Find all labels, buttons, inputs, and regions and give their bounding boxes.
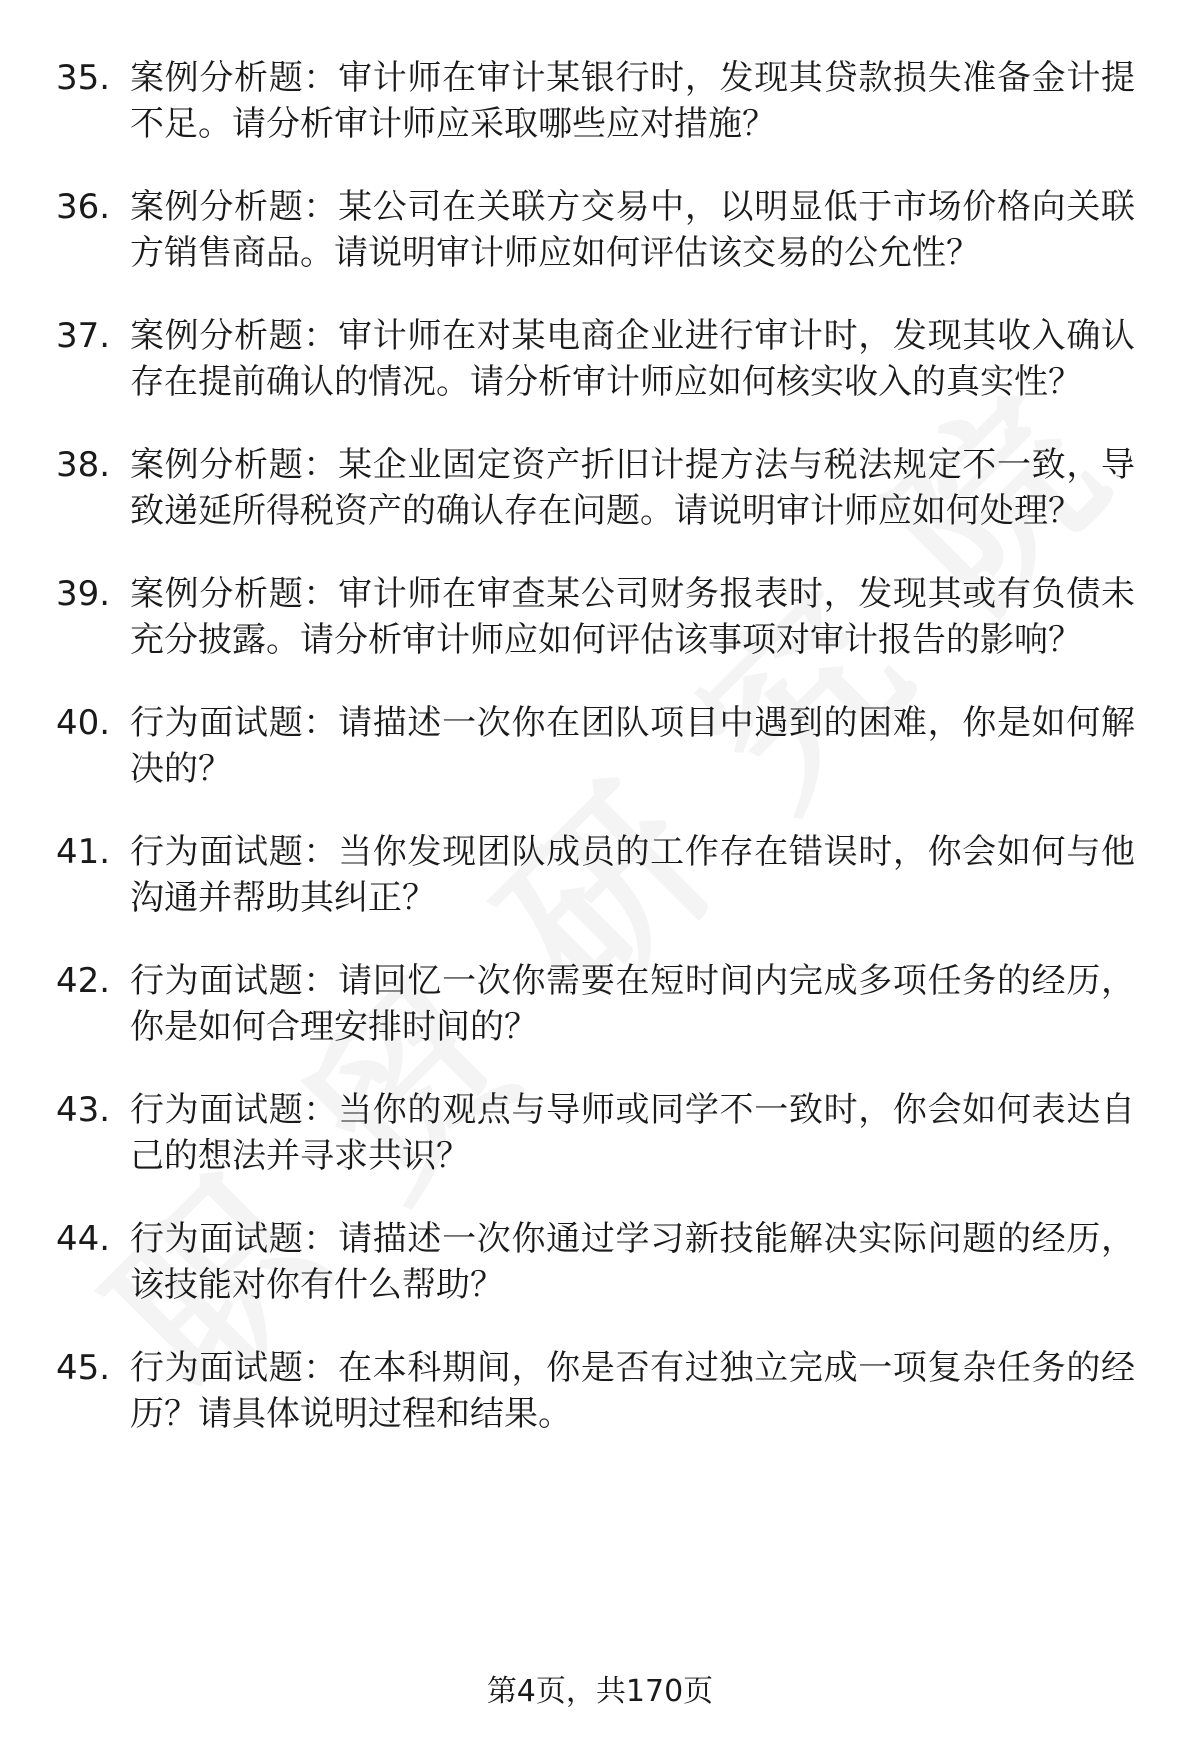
question-text: 案例分析题：某企业固定资产折旧计提方法与税法规定不一致，导致递延所得税资产的确认存在问题。请说明审计师应如何处理？ bbox=[130, 445, 1135, 531]
question-text: 案例分析题：审计师在对某电商企业进行审计时，发现其收入确认存在提前确认的情况。请分析审计师应如何核实收入的真实性？ bbox=[130, 316, 1135, 402]
question-text: 行为面试题：当你的观点与导师或同学不一致时，你会如何表达自己的想法并寻求共识？ bbox=[130, 1090, 1135, 1176]
list-item bbox=[0, 184, 1200, 276]
question-number: 44. bbox=[56, 1219, 111, 1259]
list-item bbox=[0, 571, 1200, 663]
list-item bbox=[0, 1345, 1200, 1437]
question-text: 行为面试题：请描述一次你通过学习新技能解决实际问题的经历，该技能对你有什么帮助？ bbox=[130, 1219, 1135, 1305]
question-number: 39. bbox=[56, 574, 111, 614]
list-item bbox=[0, 958, 1200, 1050]
list-item bbox=[0, 442, 1200, 534]
question-text: 行为面试题：请回忆一次你需要在短时间内完成多项任务的经历，你是如何合理安排时间的？ bbox=[130, 961, 1135, 1047]
question-number: 36. bbox=[56, 187, 111, 227]
question-text: 案例分析题：审计师在审计某银行时，发现其贷款损失准备金计提不足。请分析审计师应采取哪些应对措施？ bbox=[130, 58, 1135, 144]
question-number: 41. bbox=[56, 832, 111, 872]
list-item bbox=[0, 829, 1200, 921]
question-number: 40. bbox=[56, 703, 111, 743]
question-text: 行为面试题：请描述一次你在团队项目中遇到的困难，你是如何解决的？ bbox=[130, 703, 1135, 789]
page-number-label: 第4页，共170页 bbox=[486, 1674, 714, 1709]
question-text: 行为面试题：当你发现团队成员的工作存在错误时，你会如何与他沟通并帮助其纠正？ bbox=[130, 832, 1135, 918]
question-text: 案例分析题：审计师在审查某公司财务报表时，发现其或有负债未充分披露。请分析审计师应如何评估该事项对审计报告的影响？ bbox=[130, 574, 1135, 660]
question-number: 42. bbox=[56, 961, 111, 1001]
list-item bbox=[0, 313, 1200, 405]
page-footer bbox=[0, 1672, 1200, 1712]
list-item bbox=[0, 1087, 1200, 1179]
question-list bbox=[0, 55, 1200, 1474]
question-number: 37. bbox=[56, 316, 111, 356]
question-number: 45. bbox=[56, 1348, 111, 1388]
question-number: 43. bbox=[56, 1090, 111, 1130]
question-number: 38. bbox=[56, 445, 111, 485]
list-item bbox=[0, 55, 1200, 147]
question-number: 35. bbox=[56, 58, 111, 98]
list-item bbox=[0, 1216, 1200, 1308]
question-text: 行为面试题：在本科期间，你是否有过独立完成一项复杂任务的经历？请具体说明过程和结果。 bbox=[130, 1348, 1135, 1434]
list-item bbox=[0, 700, 1200, 792]
question-text: 案例分析题：某公司在关联方交易中，以明显低于市场价格向关联方销售商品。请说明审计师应如何评估该交易的公允性？ bbox=[130, 187, 1135, 273]
